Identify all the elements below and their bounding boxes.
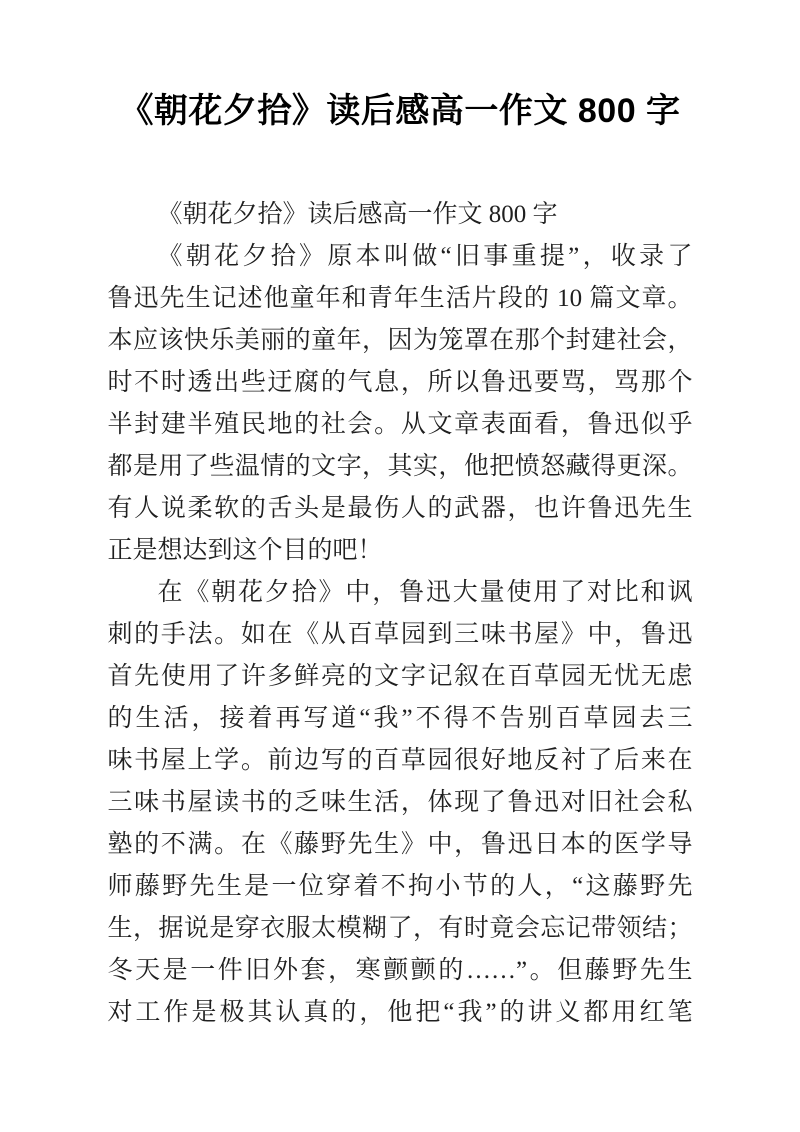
text-line: 本应该快乐美丽的童年，因为笼罩在那个封建社会， [107,327,693,354]
text-line: 在《朝花夕拾》中，鲁迅大量使用了对比和讽 [157,579,693,606]
text-line: 三味书屋读书的乏味生活，体现了鲁迅对旧社会私 [107,789,693,816]
text-line: 半封建半殖民地的社会。从文章表面看，鲁迅似乎 [107,411,693,438]
paragraph [108,572,693,1034]
text-line: 正是想达到这个目的吧！ [107,537,383,564]
text-line: 对工作是极其认真的，他把“我”的讲义都用红笔 [107,999,693,1026]
text-line: 《朝花夕拾》原本叫做“旧事重提”，收录了 [157,243,693,270]
text-line: 刺的手法。如在《从百草园到三味书屋》中，鲁迅 [107,621,693,648]
text-line: 冬天是一件旧外套，寒颤颤的……”。但藤野先生 [107,957,693,984]
text-line: 鲁迅先生记述他童年和青年生活片段的 10 篇文章。 [107,285,693,312]
text-line: 师藤野先生是一位穿着不拘小节的人，“这藤野先 [107,873,693,900]
text-line: 有人说柔软的舌头是最伤人的武器，也许鲁迅先生 [107,495,693,522]
text-line: 生，据说是穿衣服太模糊了，有时竟会忘记带领结； [107,915,693,942]
text-line: 时不时透出些迂腐的气息，所以鲁迅要骂，骂那个 [107,369,693,396]
text-line: 塾的不满。在《藤野先生》中，鲁迅日本的医学导 [107,831,693,858]
text-line: 都是用了些温情的文字，其实，他把愤怒藏得更深。 [107,453,693,480]
paragraph [108,194,693,236]
text-line: 的生活，接着再写道“我”不得不告别百草园去三 [107,705,693,732]
document-title: 《朝花夕拾》读后感高一作文 800 字 [119,92,681,130]
text-line: 首先使用了许多鲜亮的文字记叙在百草园无忧无虑 [107,663,693,690]
document-body [108,194,693,1034]
text-line: 《朝花夕拾》读后感高一作文 800 字 [157,201,558,228]
text-line: 味书屋上学。前边写的百草园很好地反衬了后来在 [107,747,693,774]
paragraph [108,236,693,572]
